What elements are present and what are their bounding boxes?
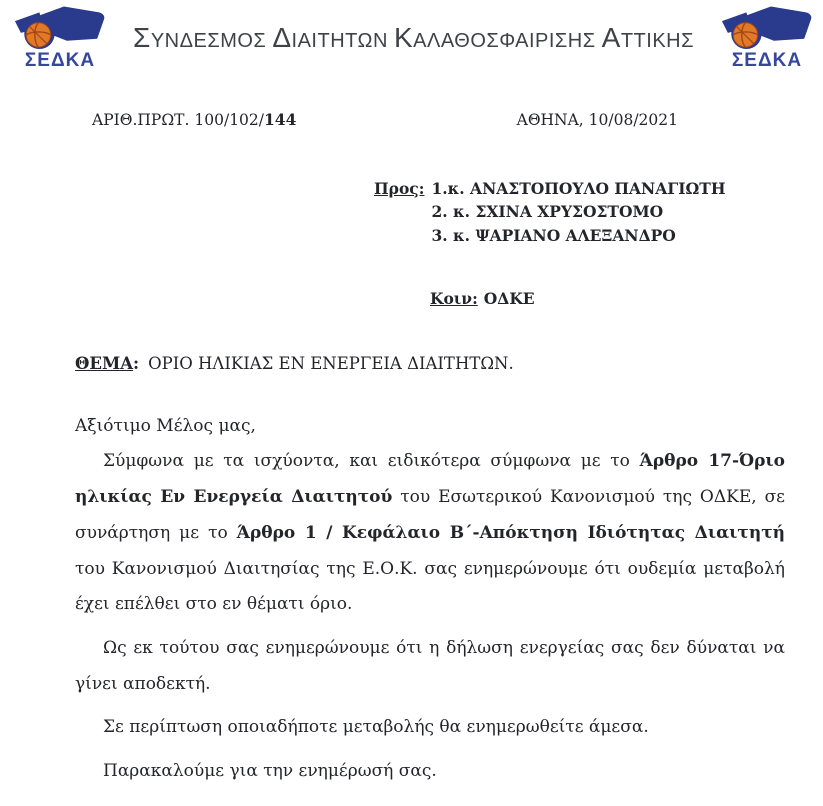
letterhead: [0, 0, 823, 70]
city-date: ΑΘΗΝΑ, 10/08/2021: [516, 111, 678, 129]
paragraph-segment: Παρακαλούμε για την ενημέρωσή σας.: [103, 760, 437, 781]
recipient-item: 2. κ. ΣΧΙΝΑ ΧΡΥΣΟΣΤΟΜΟ: [431, 202, 664, 222]
paragraph: [75, 444, 785, 622]
cc-block: [430, 289, 823, 308]
recipients-block: [374, 177, 823, 247]
salutation: Αξιότιμο Μέλος μας,: [75, 415, 256, 436]
sedka-logo-right: [715, 4, 819, 70]
paragraph-bold-segment: Άρθρο 1 / Κεφάλαιο Β΄-Απόκτηση Ιδιότητας Διαιτητή: [236, 522, 785, 543]
whistle-basketball-icon: [720, 4, 814, 50]
organization-title: ΣΥΝΔΕΣΜΟΣ ΔΙΑΙΤΗΤΩΝ ΚΑΛΑΘΟΣΦΑΙΡΙΣΗΣ ΑΤΤΙΚΗΣ: [133, 22, 694, 53]
paragraph-segment: Σε περίπτωση οποιαδήποτε μεταβολής θα ενημερωθείτε άμεσα.: [103, 717, 649, 738]
paragraph-segment: του Εσωτερικού Κανονισμού της ΟΔΚΕ, σε συνάρτηση με το: [75, 487, 785, 543]
paragraph-bold-segment: Άρθρο 17-Όριο ηλικίας Εν Ενεργεία Διαιτητού: [75, 451, 786, 508]
to-items: [431, 177, 725, 247]
logo-acronym: ΣΕΔΚΑ: [731, 50, 803, 71]
subject-label: ΘΕΜΑ: [75, 353, 134, 373]
subject-colon: :: [133, 353, 140, 373]
paragraph-segment: του Κανονισμού Διαιτησίας της Ε.Ο.Κ. σας ενημερώνουμε ότι ουδεμία μεταβολή έχει επέλθει στο εν θέματι όριο.: [75, 558, 785, 615]
cc-label: Κοιν:: [430, 288, 478, 308]
to-label: Προς:: [374, 179, 425, 198]
protocol-value: 100/102/: [194, 111, 265, 129]
paragraph: [75, 631, 785, 702]
logo-acronym: ΣΕΔΚΑ: [24, 50, 96, 71]
subject-text: ΟΡΙΟ ΗΛΙΚΙΑΣ ΕΝ ΕΝΕΡΓΕΙΑ ΔΙΑΙΤΗΤΩΝ.: [148, 353, 514, 373]
recipient-item: 3. κ. ΨΑΡΙΑΝΟ ΑΛΕΞΑΝΔΡΟ: [431, 225, 676, 245]
cc-value: ΟΔΚΕ: [483, 288, 535, 308]
meta-row: [0, 110, 823, 129]
paragraph: [75, 754, 785, 790]
protocol-value-bold: 144: [264, 110, 297, 129]
protocol-number: [92, 110, 296, 129]
paragraph-segment: Σύμφωνα με τα ισχύοντα, και ειδικότερα σύμφωνα με το: [103, 451, 640, 472]
paragraph-segment: Ως εκ τούτου σας ενημερώνουμε ότι η δήλωση ενεργείας σας δεν δύναται να γίνει αποδεκτή.: [75, 637, 785, 694]
subject-line: [75, 354, 785, 373]
recipient-item: 1.κ. ΑΝΑΣΤΟΠΟΥΛΟ ΠΑΝΑΓΙΩΤΗ: [431, 179, 726, 198]
paragraph: [75, 710, 785, 746]
whistle-basketball-icon: [13, 4, 107, 50]
sedka-logo-left: [8, 4, 112, 70]
body-paragraphs: [75, 444, 785, 789]
protocol-label: ΑΡΙΘ.ΠΡΩΤ.: [92, 111, 190, 129]
